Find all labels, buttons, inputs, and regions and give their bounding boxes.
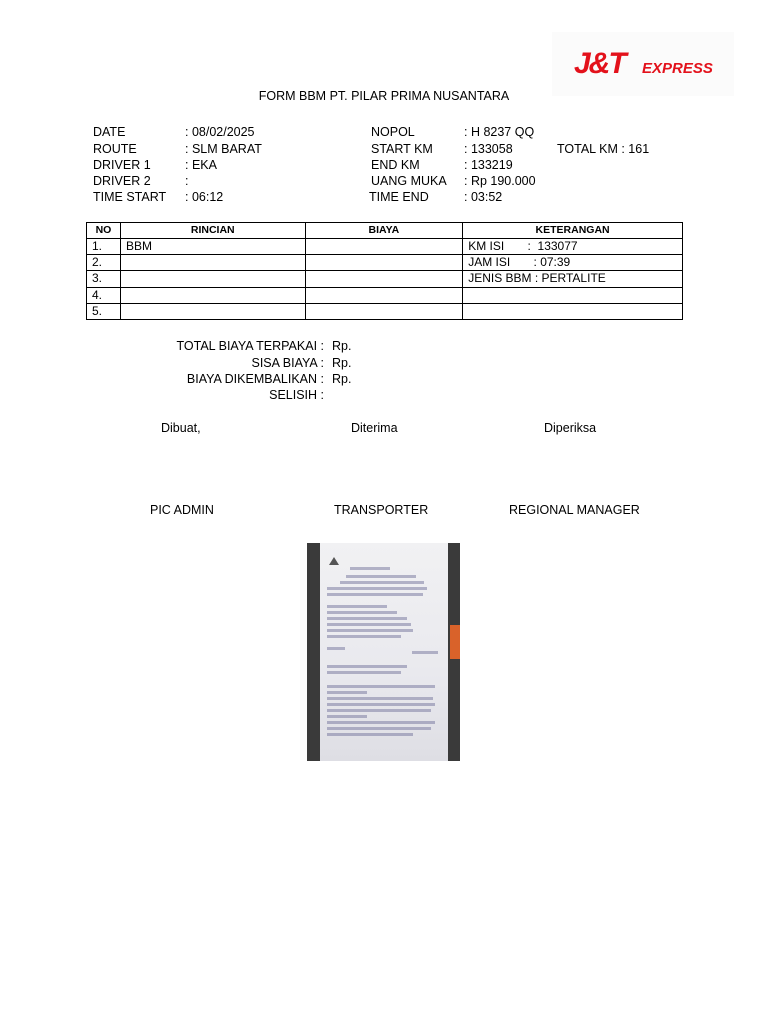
fuel-receipt-photo [307, 543, 460, 761]
cell-rincian [120, 255, 305, 271]
time-start-label: TIME START [93, 190, 167, 204]
time-end-label: TIME END [369, 190, 429, 204]
table-row [87, 303, 683, 319]
form-title: FORM BBM PT. PILAR PRIMA NUSANTARA [258, 89, 510, 103]
start-km-label: START KM [371, 142, 433, 156]
sisa-biaya-label: SISA BIAYA : [251, 356, 324, 370]
cell-rincian [120, 271, 305, 287]
cell-biaya [305, 239, 463, 255]
cell-rincian: BBM [120, 239, 305, 255]
uang-muka-label: UANG MUKA [371, 174, 447, 188]
uang-muka-value: : Rp 190.000 [464, 174, 536, 188]
cell-rincian [120, 303, 305, 319]
diperiksa-label: Diperiksa [544, 421, 597, 435]
diterima-label: Diterima [351, 421, 398, 435]
date-label: DATE [93, 125, 126, 139]
cell-keterangan [463, 303, 683, 319]
start-km-value: : 133058 [464, 142, 513, 156]
cell-no: 2. [87, 255, 121, 271]
date-value: : 08/02/2025 [185, 125, 255, 139]
table-header-row [87, 223, 683, 239]
table-row [87, 271, 683, 287]
cell-biaya [305, 303, 463, 319]
cell-no: 3. [87, 271, 121, 287]
cell-keterangan [463, 287, 683, 303]
driver2-value: : [185, 174, 189, 188]
table-row [87, 255, 683, 271]
driver1-value: : EKA [185, 158, 217, 172]
transporter-label: TRANSPORTER [334, 503, 429, 517]
svg-text:EXPRESS: EXPRESS [642, 60, 713, 77]
receipt-paper [320, 543, 448, 761]
svg-text:J&T: J&T [574, 47, 625, 80]
bbm-detail-table [86, 222, 683, 320]
route-value: : SLM BARAT [185, 142, 262, 156]
total-biaya-value: Rp. [332, 339, 352, 353]
col-header-no: NO [87, 223, 121, 239]
dibuat-label: Dibuat, [161, 421, 201, 435]
col-header-rincian: RINCIAN [120, 223, 305, 239]
pic-admin-label: PIC ADMIN [150, 503, 214, 517]
biaya-kembali-label: BIAYA DIKEMBALIKAN : [186, 372, 324, 386]
cell-keterangan: KM ISI : 133077 [463, 239, 683, 255]
cell-no: 5. [87, 303, 121, 319]
nopol-value: : H 8237 QQ [464, 125, 535, 139]
total-km: TOTAL KM : 161 [557, 142, 650, 156]
regional-manager-label: REGIONAL MANAGER [509, 503, 640, 517]
cell-rincian [120, 287, 305, 303]
col-header-biaya: BIAYA [305, 223, 463, 239]
driver2-label: DRIVER 2 [93, 174, 151, 188]
cell-keterangan: JAM ISI : 07:39 [463, 255, 683, 271]
total-biaya-label: TOTAL BIAYA TERPAKAI : [176, 339, 324, 353]
cell-keterangan: JENIS BBM : PERTALITE [463, 271, 683, 287]
biaya-kembali-value: Rp. [332, 372, 352, 386]
time-end-value: : 03:52 [464, 190, 503, 204]
cell-biaya [305, 255, 463, 271]
cell-biaya [305, 271, 463, 287]
col-header-keterangan: KETERANGAN [463, 223, 683, 239]
sisa-biaya-value: Rp. [332, 356, 352, 370]
selisih-label: SELISIH : [269, 388, 324, 402]
end-km-label: END KM [371, 158, 420, 172]
cell-no: 1. [87, 239, 121, 255]
driver1-label: DRIVER 1 [93, 158, 151, 172]
cell-biaya [305, 287, 463, 303]
table-row [87, 287, 683, 303]
cell-no: 4. [87, 287, 121, 303]
end-km-value: : 133219 [464, 158, 513, 172]
route-label: ROUTE [93, 142, 137, 156]
nopol-label: NOPOL [371, 125, 415, 139]
background-object [450, 625, 460, 659]
table-row [87, 239, 683, 255]
jnt-express-logo [552, 32, 734, 96]
pertamina-logo-icon [329, 557, 339, 565]
time-start-value: : 06:12 [185, 190, 224, 204]
